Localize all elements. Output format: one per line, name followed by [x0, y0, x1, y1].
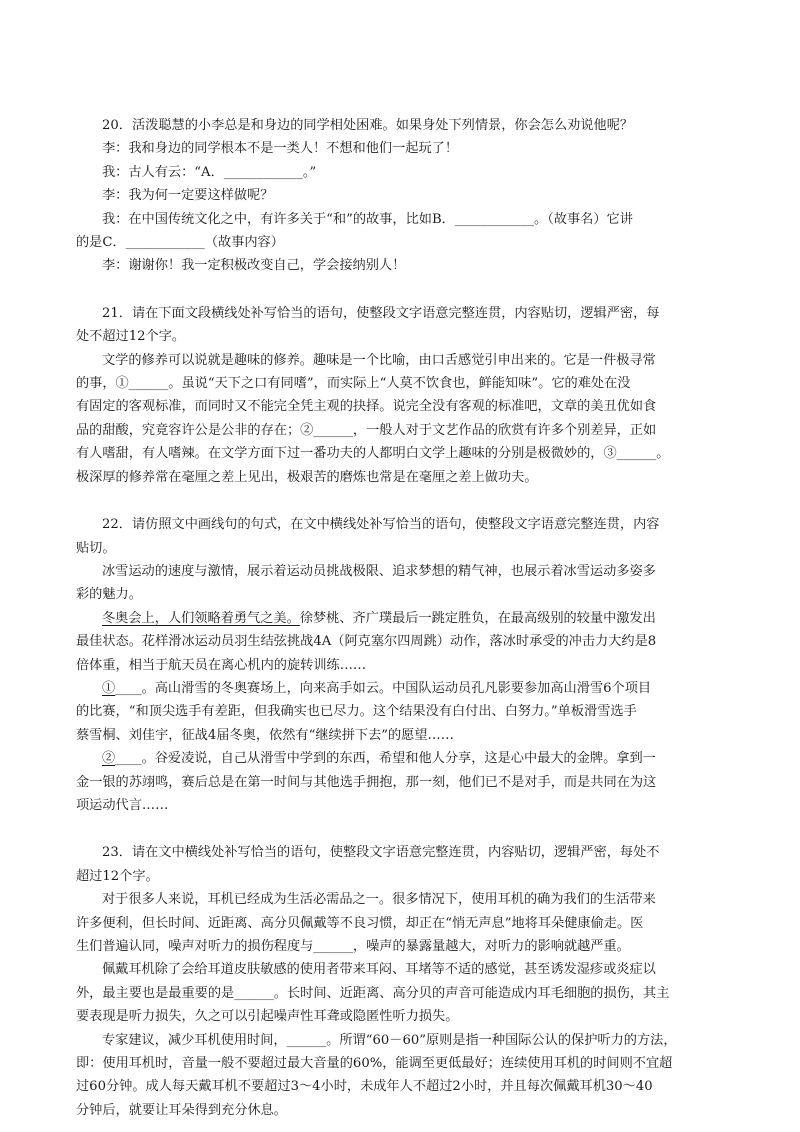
passage-line: 品的甜酸，究竟容许公是公非的存在；②______，一般人对于文艺作品的欣赏有许多个别差异，正如	[76, 422, 657, 438]
passage-line: 要表现是听力损失，久之可以引起噪声性耳聋或隐匿性听力损失。	[76, 1009, 459, 1025]
question-21	[76, 302, 726, 489]
question-23-title-cont: 超过12个字。	[76, 868, 159, 884]
passage-line: 分钟后，就要让耳朵得到充分休息。	[76, 1102, 287, 1118]
passage-line: 蔡雪桐、刘佳宇，征战4届冬奥，依然有“继续拼下去”的愿望……	[76, 727, 454, 743]
passage-line: 最佳状态。花样滑冰运动员羽生结弦挑战4A（阿克塞尔四周跳）动作，落冰时承受的冲击力大约是8	[76, 634, 657, 650]
question-20-title: 20．活泼聪慧的小李总是和身边的同学相处困难。如果身处下列情景，你会怎么劝说他呢？	[102, 118, 634, 133]
question-23	[76, 841, 726, 1122]
passage-line: 极深厚的修养常在毫厘之差上见出，极艰苦的磨炼也常是在毫厘之差上做功夫。	[76, 469, 538, 485]
passage-line: 倍体重，相当于航天员在离心机内的旋转训练……	[76, 657, 367, 673]
dialogue-line: 李：我和身边的同学根本不是一类人！不想和他们一起玩了！	[102, 141, 459, 157]
blank-marker-1: ①	[102, 680, 116, 696]
underlined-sentence: 冬奥会上，人们领略着勇气之美。	[102, 610, 300, 626]
passage-line: 文学的修养可以说就是趣味的修养。趣味是一个比喻，由口舌感觉引申出来的。它是一件极寻常	[102, 352, 656, 368]
passage-line: 的比赛，“和顶尖选手有差距，但我确实也已尽力。这个结果没有白付出、白努力。”单板滑雪选手	[76, 704, 637, 720]
passage-line: 过60分钟。成人每天戴耳机不要超过3～4小时，未成年人不超过2小时，并且每次佩戴耳机30～40	[76, 1079, 653, 1095]
passage-line: 项运动代言……	[76, 797, 169, 813]
passage-line: 专家建议，减少耳机使用时间，______。所谓“60－60”原则是指一种国际公认的保护听力的方法，	[102, 1032, 677, 1048]
passage-line: 金一银的苏翊鸣，赛后总是在第一时间与其他选手拥抱，那一刻，他们已不是对手，而是共同在为这	[76, 774, 657, 790]
question-23-title: 23．请在文中横线处补写恰当的语句，使整段文字语意完整连贯，内容贴切，逻辑严密，每处不	[102, 845, 660, 861]
question-22	[76, 513, 726, 817]
question-22-title-cont: 贴切。	[76, 540, 116, 556]
passage-line: 生们普遍认同，噪声对听力的损伤程度与______，噪声的暴露量越大，对听力的影响就越严重。	[76, 939, 630, 954]
blank-marker-2: ②	[102, 751, 116, 767]
passage-line: 有固定的客观标准，而同时又不能完全凭主观的抉择。说完全没有客观的标准吧，文章的美丑优如食	[76, 399, 657, 415]
question-21-title-cont: 处不超过12个字。	[76, 329, 186, 345]
passage-line: 外，最主要也是最重要的是______。长时间、近距离、高分贝的声音可能造成内耳毛细胞的损伤，其主	[76, 985, 670, 1001]
passage-line: 彩的魅力。	[76, 587, 142, 603]
question-21-title: 21．请在下面文段横线处补写恰当的语句，使整段文字语意完整连贯，内容贴切，逻辑严密，每	[102, 305, 660, 321]
dialogue-line: 的是C．____________（故事内容）	[76, 235, 284, 251]
passage-line: 佩戴耳机除了会给耳道皮肤敏感的使用者带来耳闷、耳堵等不适的感觉，甚至诱发湿疹或炎症以	[102, 962, 656, 978]
passage-line: ①____。高山滑雪的冬奥赛场上，向来高手如云。中国队运动员孔凡影要参加高山滑雪6个项目	[102, 680, 652, 696]
passage-line: ②____。谷爱凌说，自己从滑雪中学到的东西，希望和他人分享，这是心中最大的金牌。拿到一	[102, 751, 656, 767]
dialogue-line: 李：谢谢你！我一定积极改变自己，学会接纳别人！	[102, 258, 406, 274]
dialogue-line: 我：在中国传统文化之中，有许多关于“和”的故事，比如B．____________。（故事名）它讲	[102, 211, 633, 227]
passage-line: 许多便利，但长时间、近距离、高分贝佩戴等不良习惯，却正在“悄无声息”地将耳朵健康偷走。医	[76, 915, 644, 931]
passage-line: 的事，①______。虽说“天下之口有同嗜”，而实际上“人莫不饮食也，鲜能知味”。它的难处在没	[76, 376, 631, 392]
passage-line: 对于很多人来说，耳机已经成为生活必需品之一。很多情况下，使用耳机的确为我们的生活带来	[102, 892, 656, 908]
question-20	[76, 114, 726, 278]
passage-line: 即：使用耳机时，音量一般不要超过最大音量的60%，能调至更低最好；连续使用耳机的时间则不宜超	[76, 1056, 673, 1072]
dialogue-line: 李：我为何一定要这样做呢？	[102, 188, 274, 204]
passage-line: 有人嗜甜，有人嗜辣。在文学方面下过一番功夫的人都明白文学上趣味的分别是极微妙的，③______。	[76, 446, 670, 462]
dialogue-line: 我：古人有云：“A．____________。”	[102, 164, 317, 180]
exam-page	[76, 114, 726, 1122]
question-22-title: 22．请仿照文中画线句的句式，在文中横线处补写恰当的语句，使整段文字语意完整连贯，内容	[102, 517, 660, 533]
passage-line: 冬奥会上，人们领略着勇气之美。徐梦桃、齐广璞最后一跳定胜负，在最高级别的较量中激发出	[102, 610, 656, 626]
passage-line: 冰雪运动的速度与激情，展示着运动员挑战极限、追求梦想的精气神，也展示着冰雪运动多姿多	[102, 563, 656, 579]
